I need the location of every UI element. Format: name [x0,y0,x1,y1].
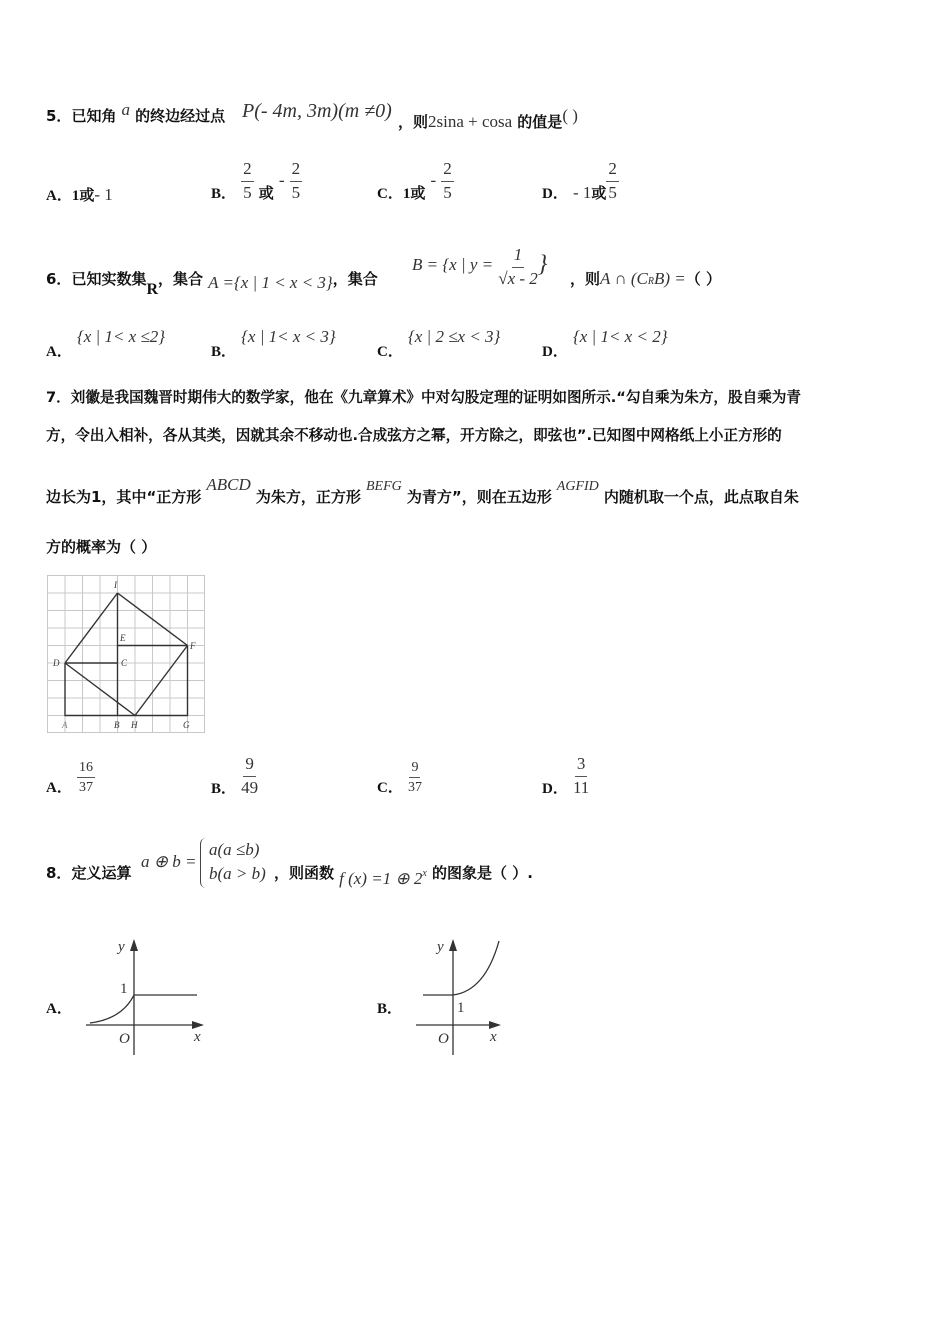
q5-option-a[interactable]: A．1或- 1 [46,185,113,204]
point-label-b: B [114,720,120,730]
agfid-label: AGFID [556,479,599,494]
q8-number: 8． [46,864,72,882]
svg-text:O: O [438,1031,449,1047]
q5-option-b[interactable]: B． $\frac{2}{5}$ 或 - $\frac{2}{5}$ [211,159,301,202]
point-label-d: D [53,658,60,668]
q8-option-a[interactable]: A． y 1 O x [46,935,216,1060]
q7-line-1: 7．刘徽是我国魏晋时期伟大的数学家，他在《九章算术》中对勾股定理的证明如图所示.“勾自乘为朱方，股自乘为青 [46,389,801,406]
q7-line-2: 方，令出入相补，各从其类，因就其余不移动也.合成弦方之幂，开方除之，即弦也”.已知图中网格纸上小正方形的 [46,427,782,444]
q7-option-a[interactable]: A． $\frac{16}{37}$ [46,760,93,797]
q7-option-b[interactable]: B． $\frac{9}{49}$ [211,754,259,797]
graph-b [415,935,505,1057]
q5-stem-tail: ，则2sina + cosa 的值是( ) [398,106,578,131]
answer-blank: ( ) [562,106,578,125]
svg-text:1: 1 [457,1000,465,1016]
question-8-stem: 8．定义运算 [46,864,132,882]
q6-stem-tail: ，则A ∩ (CRB) =（ ） [570,269,721,288]
q7-option-d[interactable]: D． $\frac{3}{11}$ [542,754,590,797]
q6-option-d[interactable]: D． {x | 1< x < 2} [542,327,668,360]
q5-alpha: a [121,100,131,119]
q7-line-4: 方的概率为（ ） [46,538,157,556]
point-label-e: E [120,633,126,643]
svg-text:y: y [118,939,125,955]
point-label-g: G [183,720,190,730]
svg-text:O: O [119,1031,130,1047]
question-5-stem: 5．已知角 a 的终边经过点 [46,100,226,125]
graph-a [84,935,214,1057]
q7-option-c[interactable]: C． $\frac{9}{37}$ [377,760,422,797]
point-label-f: F [190,641,196,651]
svg-text:x: x [490,1029,497,1045]
q5-point: P(- 4m, 3m)(m ≠0) [242,100,392,122]
q8-stem-tail: ，则函数 f (x) =1 ⊕ 2x 的图象是（ ）. [274,864,533,888]
q6-option-b[interactable]: B． {x | 1< x < 3} [211,327,336,360]
point-label-i: I [114,580,117,590]
svg-text:1: 1 [120,981,128,997]
q8-function: f (x) =1 ⊕ 2 [339,869,423,888]
q8-piecewise: a(a ≤b) b(a > b) [200,838,266,888]
q6-option-c[interactable]: C． {x | 2 ≤x < 3} [377,327,501,360]
q8-option-b[interactable]: B． y 1 O x [377,935,517,1060]
q6-set-b: B = {x | y = $\frac{1}{√x - 2}$ } [412,245,548,288]
question-6-stem: 6．已知实数集R，集合 A ={x | 1 < x < 3}，集合 [46,270,378,298]
q6-option-a[interactable]: A． {x | 1< x ≤2} [46,327,166,360]
q5-option-d[interactable]: D． - 1或 $\frac{2}{5}$ [542,159,617,202]
pythagorean-grid-diagram [47,575,207,735]
abcd-label: ABCD [206,475,251,494]
q6-number: 6． [46,270,72,288]
q8-operation-lhs: a ⊕ b = [141,852,197,871]
answer-blank: （ ） [685,270,721,288]
point-label-h: H [131,720,138,730]
svg-text:x: x [194,1029,201,1045]
q5-option-c[interactable]: C．1或 - $\frac{2}{5}$ [377,159,452,202]
point-label-c: C [121,658,128,668]
point-label-a: A [62,720,68,730]
q6-set-a: A ={x | 1 < x < 3} [208,273,333,292]
q7-line-3: 边长为1，其中“正方形 ABCD 为朱方，正方形 BEFG 为青方”，则在五边形 AGFID 内随机取一个点，此点取自朱 [46,475,799,506]
q5-number: 5． [46,107,72,125]
svg-text:y: y [437,939,444,955]
q5-expr: 2sina + cosa [428,112,513,131]
befg-label: BEFG [365,479,402,494]
q7-grid-figure [47,575,207,735]
